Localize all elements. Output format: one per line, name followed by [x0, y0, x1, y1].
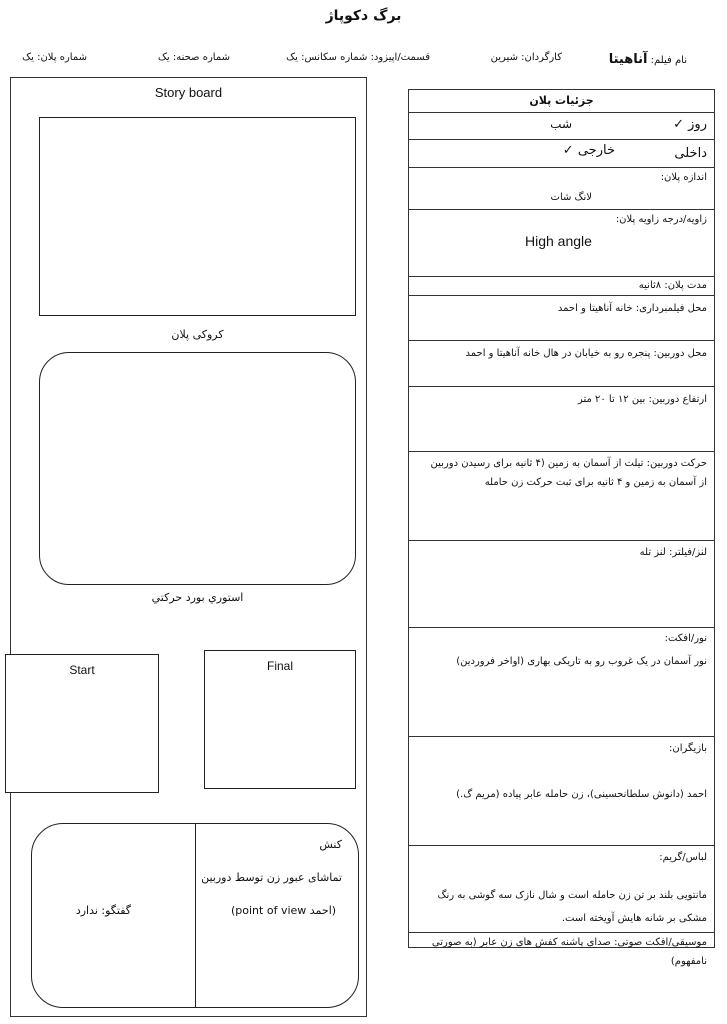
check-icon: ✓: [673, 117, 685, 132]
camera-movement-line-1: حرکت دوربین: تیلت از آسمان به زمین (۴ ثانیه برای رسیدن دوربین: [430, 458, 707, 469]
row-divider: [408, 167, 715, 168]
light-label: نور/افکت:: [664, 633, 707, 644]
page-title: برگ دکوپاژ: [325, 8, 402, 24]
sound-line-1: موسیقی/افکت صوتی: صدای پاشنه کفش های زن عابر (به صورتی: [431, 937, 707, 948]
row-divider: [408, 386, 715, 387]
row-divider: [408, 295, 715, 296]
row-divider: [408, 276, 715, 277]
location-field: محل فیلمبرداری: خانه آناهیتا و احمد: [557, 303, 707, 314]
row-divider: [408, 139, 715, 140]
film-name-label: نام فیلم:: [650, 55, 687, 66]
angle-value: High angle: [525, 233, 592, 249]
start-frame-label: Start: [69, 663, 95, 677]
camera-position-field: محل دوربین: پنجره رو به خیابان در هال خانه آناهیتا و احمد: [465, 348, 707, 359]
action-title: کنش: [319, 838, 342, 851]
row-divider: [408, 112, 715, 113]
row-divider: [408, 209, 715, 210]
row-divider: [408, 736, 715, 737]
night-label: شب: [550, 117, 572, 131]
check-icon: ✓: [562, 143, 574, 158]
shot-number-field: شماره پلان: یک: [22, 52, 87, 63]
costume-line-2: مشکی بر شانه هایش آویخته است.: [561, 913, 707, 924]
film-name-value: آناهیتا: [608, 52, 648, 67]
final-frame-box: [204, 650, 356, 789]
row-divider: [408, 845, 715, 846]
light-value: نور آسمان در یک غروب رو به تاریکی بهاری (اواخر فروردین): [456, 656, 707, 667]
row-divider: [408, 932, 715, 933]
film-name: [609, 52, 687, 67]
camera-height-field: ارتفاع دوربین: بین ۱۲ تا ۲۰ متر: [577, 394, 707, 405]
row-divider: [408, 340, 715, 341]
plan-sketch-box: [39, 117, 356, 316]
dialogue-text: گفتگو: ندارد: [75, 904, 131, 917]
start-frame-box: [5, 654, 159, 793]
costume-label: لباس/گریم:: [659, 852, 707, 863]
row-divider: [408, 540, 715, 541]
actors-label: بازیگران:: [669, 743, 707, 754]
action-dialogue-divider: [195, 823, 196, 1008]
episode-sequence-field: قسمت/اپیزود: شماره سکانس: یک: [286, 52, 430, 63]
sound-line-2: نامفهوم): [670, 956, 707, 967]
scene-number-field: شماره صحنه: یک: [157, 52, 230, 63]
shot-size-value: لانگ شات: [550, 192, 592, 203]
camera-movement-line-2: از آسمان به زمین و ۴ ثانیه برای ثبت حرکت زن حامله: [484, 477, 707, 488]
actors-value: احمد (دانوش سلطانحسینی)، زن حامله عابر پیاده (مریم گ.): [456, 789, 707, 800]
row-divider: [408, 451, 715, 452]
day-option: [673, 116, 707, 134]
final-frame-label: Final: [266, 659, 293, 673]
plan-sketch-caption: کروکی پلان: [171, 328, 224, 341]
exterior-option: [563, 142, 615, 160]
director-field: کارگردان: شیرین: [490, 52, 562, 63]
action-line-2: (point of view احمد): [231, 904, 337, 917]
costume-line-1: مانتویی بلند بر تن زن حامله است و شال نازک سه گوشی به رنگ: [437, 890, 707, 901]
storyboard-title: Story board: [154, 85, 223, 100]
interior-label: داخلی: [674, 146, 707, 161]
shot-size-label: اندازه پلان:: [660, 172, 707, 183]
day-label: روز: [688, 117, 707, 132]
motion-storyboard-caption: استوري بورد حركتي: [151, 591, 244, 604]
lens-filter-field: لنز/فیلتر: لنز تله: [639, 547, 707, 558]
angle-label: زاویه/درجه زاویه پلان:: [615, 214, 707, 225]
motion-storyboard-box: [39, 352, 356, 585]
action-line-1: تماشای عبور زن توسط دوربین: [201, 871, 342, 884]
duration-field: مدت پلان: ۸ثانیه: [638, 280, 707, 291]
exterior-label: خارجی: [577, 143, 615, 158]
row-divider: [408, 627, 715, 628]
details-heading: جزئیات پلان: [529, 94, 594, 107]
